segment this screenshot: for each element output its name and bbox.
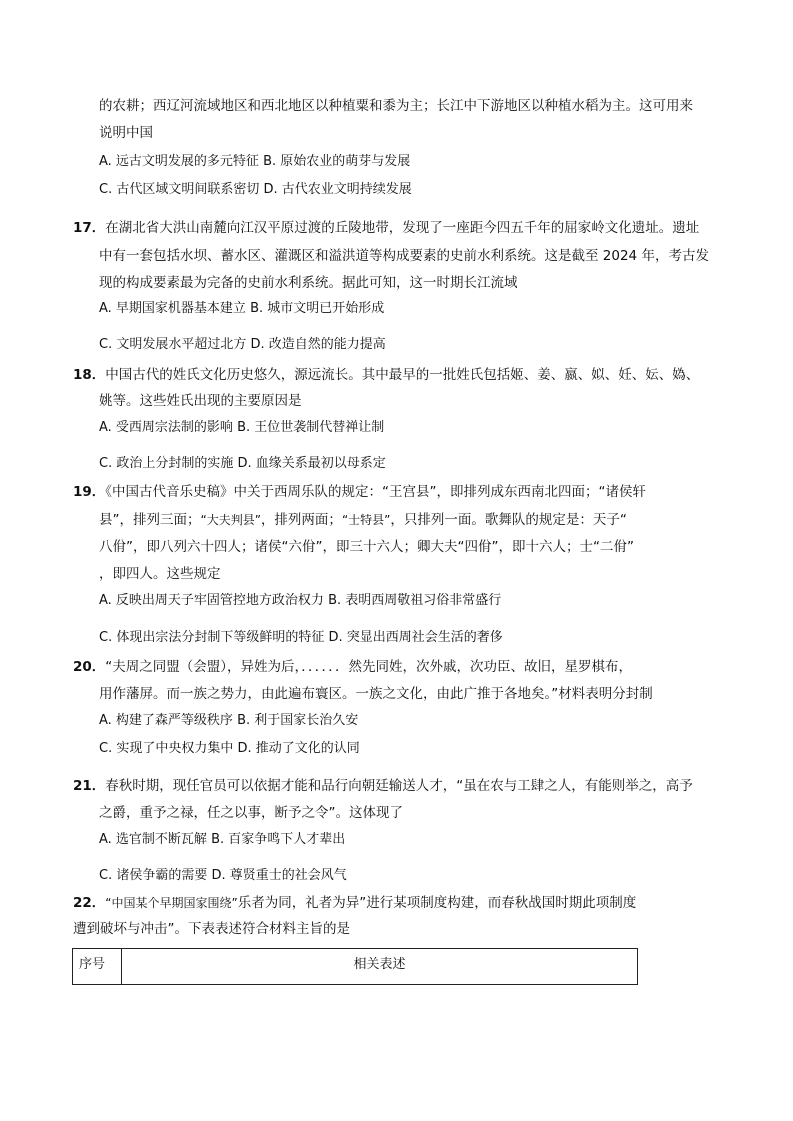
q19-options-row-1 (99, 591, 501, 611)
q19-text-2a: 县”，排列三面； (99, 512, 201, 528)
q17-option-d[interactable]: D. 改造自然的能力提高 (250, 337, 386, 352)
q17-option-c[interactable]: C. 文明发展水平超过北方 (99, 337, 247, 352)
q18-option-a[interactable]: A. 受西周宗法制的影响 (99, 420, 233, 435)
q17-option-a[interactable]: A. 早期国家机器基本建立 (99, 301, 246, 316)
q19-stem-line-3: 八佾”，即八列六十四人；诸侯“六佾”，即三十六人；卿大夫“四佾”，即十六人；士“二佾” (99, 539, 634, 555)
q18-stem-line-2: 姚等。这些姓氏出现的主要原因是 (99, 393, 302, 409)
q21-option-b[interactable]: B. 百家争鸣下人才辈出 (211, 832, 346, 847)
q19-option-c[interactable]: C. 体现出宗法分封制下等级鲜明的特征 (99, 630, 325, 645)
q19-text-2b: “大夫判县” (200, 513, 261, 527)
q20-stem-line-2: 用作藩屏。而一族之势力，由此遍布寰区。一族之文化，由此广推于各地矣。”材料表明分封制 (99, 686, 653, 702)
q20-option-a[interactable]: A. 构建了森严等级秩序 (99, 713, 233, 728)
q20-options-row-1 (99, 711, 358, 731)
q19-option-b[interactable]: B. 表明西周敬祖习俗非常盛行 (328, 593, 502, 608)
q16-option-a[interactable]: A. 远古文明发展的多元特征 (99, 154, 259, 169)
q17-option-b[interactable]: B. 城市文明已开始形成 (250, 301, 385, 316)
table-header-row (73, 949, 638, 985)
table-header-index: 序号 (73, 949, 122, 985)
q20-option-b[interactable]: B. 利于国家长治久安 (237, 713, 359, 728)
q17-stem-line-2: 中有一套包括水坝、蓄水区、灌溉区和溢洪道等构成要素的史前水利系统。这是截至 2024 年，考古发 (99, 248, 709, 264)
q22-text-1a: “中国某个早期国家围绕” (105, 896, 238, 910)
q19-option-d[interactable]: D. 突显出西周社会生活的奢侈 (328, 630, 503, 645)
q21-options-row-2 (99, 866, 347, 886)
q21-text-1: 春秋时期，现任官员可以依据才能和品行向朝廷输送人才，“虽在农与工肆之人，有能则举之，高予 (105, 778, 693, 794)
q22-stem-line-1 (73, 893, 636, 913)
q17-stem-line-3: 现的构成要素最为完备的史前水利系统。据此可知，这一时期长江流域 (99, 275, 518, 291)
q17-stem-line-1 (73, 218, 699, 238)
q20-text-1: “夫周之同盟（会盟），异姓为后，．．．．．．然先同姓，次外戚，次功臣、故旧，星罗棋布， (105, 659, 633, 675)
q16-options-row-2 (99, 180, 412, 200)
q21-stem-line-2: 之爵，重予之禄，任之以事，断予之令”。这体现了 (99, 805, 403, 821)
q21-number: 21． (73, 778, 106, 794)
q17-options-row-1 (99, 299, 384, 319)
q21-stem-line-1 (73, 776, 693, 796)
q17-text-1: 在湖北省大洪山南麓向江汉平原过渡的丘陵地带，发现了一座距今四五千年的屈家岭文化遗址。遗址 (105, 220, 700, 236)
q19-number: 19． (73, 484, 106, 500)
q21-options-row-1 (99, 830, 345, 850)
q16-option-b[interactable]: B. 原始农业的萌芽与发展 (263, 154, 411, 169)
q19-stem-line-1 (73, 482, 646, 502)
q18-options-row-1 (99, 418, 384, 438)
q18-option-c[interactable]: C. 政治上分封制的实施 (99, 456, 234, 471)
q18-option-b[interactable]: B. 王位世袭制代替禅让制 (237, 420, 385, 435)
q19-text-2c: ，排列两面； (260, 512, 342, 528)
q19-text-2d: “士特县” (341, 513, 391, 527)
q17-number: 17． (73, 220, 106, 236)
q22-text-1b: 乐者为同，礼者为异”进行某项制度构建，而春秋战国时期此项制度 (237, 895, 637, 911)
q16-options-row-1 (99, 152, 410, 172)
q19-text-2e: ，只排列一面。歌舞队的规定是：天子“ (390, 512, 627, 528)
q20-option-c[interactable]: C. 实现了中央权力集中 (99, 741, 234, 756)
q18-options-row-2 (99, 454, 386, 474)
q20-options-row-2 (99, 739, 360, 759)
q19-stem-line-2 (99, 510, 627, 530)
q20-option-d[interactable]: D. 推动了文化的认同 (237, 741, 360, 756)
q19-option-a[interactable]: A. 反映出周天子牢固管控地方政治权力 (99, 593, 324, 608)
q22-number: 22． (73, 895, 106, 911)
q18-number: 18． (73, 367, 106, 383)
q19-stem-line-4: ，即四人。这些规定 (99, 566, 221, 582)
q19-text-1: 《中国古代音乐史稿》中关于西周乐队的规定：“王宫县”，即排列成东西南北四面；“诸侯轩 (105, 484, 647, 500)
q18-text-1: 中国古代的姓氏文化历史悠久，源远流长。其中最早的一批姓氏包括姬、姜、嬴、姒、妊、妘、媯、 (105, 367, 700, 383)
q22-stem-line-2: 遭到破坏与冲击”。下表表述符合材料主旨的是 (73, 921, 350, 937)
q17-options-row-2 (99, 335, 386, 355)
q20-stem-line-1 (73, 657, 632, 677)
q16-option-d[interactable]: D. 古代农业文明持续发展 (263, 182, 412, 197)
q16-stem-line-1: 的农耕；西辽河流域地区和西北地区以种植粟和黍为主；长江中下游地区以种植水稻为主。这可用来 (99, 98, 693, 114)
q19-options-row-2 (99, 628, 503, 648)
q16-option-c[interactable]: C. 古代区域文明间联系密切 (99, 182, 260, 197)
q21-option-d[interactable]: D. 尊贤重士的社会风气 (211, 868, 347, 883)
q21-option-c[interactable]: C. 诸侯争霸的需要 (99, 868, 208, 883)
q22-table (72, 948, 638, 985)
q18-stem-line-1 (73, 365, 699, 385)
q20-number: 20． (73, 659, 106, 675)
table-header-description: 相关表述 (122, 949, 638, 985)
q18-option-d[interactable]: D. 血缘关系最初以母系定 (237, 456, 386, 471)
q21-option-a[interactable]: A. 选官制不断瓦解 (99, 832, 207, 847)
q16-stem-line-2: 说明中国 (99, 125, 153, 141)
